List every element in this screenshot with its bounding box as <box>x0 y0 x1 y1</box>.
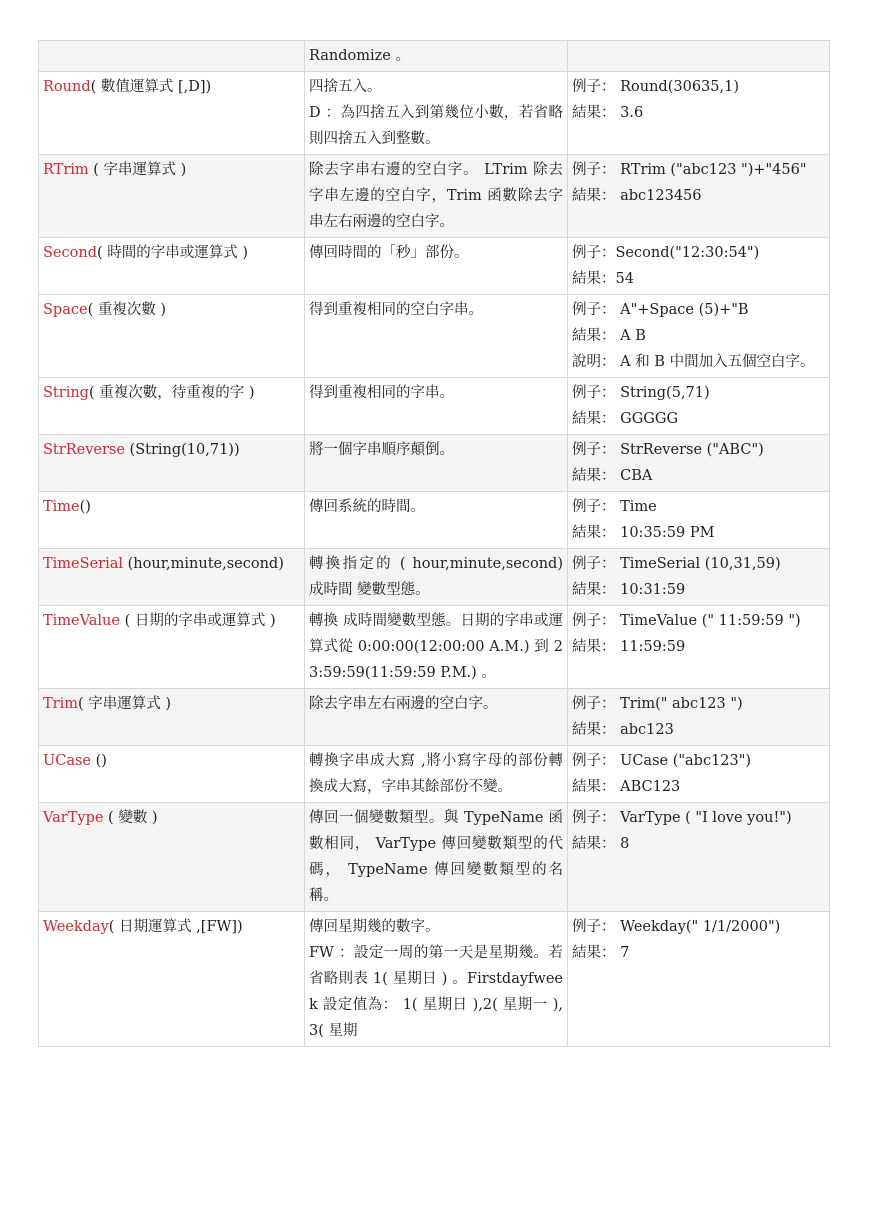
function-arguments: ( 重複次數，待重複的字 ) <box>88 385 255 401</box>
example-cell <box>568 549 830 606</box>
example-cell <box>568 72 830 155</box>
description-line: 除去字串左右兩邊的空白字。 <box>309 696 498 712</box>
function-name: UCase <box>43 753 91 769</box>
example-cell <box>568 295 830 378</box>
description-cell <box>305 238 568 295</box>
example-cell <box>568 378 830 435</box>
function-name: StrReverse <box>43 442 125 458</box>
description-cell <box>305 803 568 912</box>
example-line: 例子： TimeValue (" 11:59:59 ") <box>572 613 801 629</box>
function-arguments: ( 字串運算式 ) <box>88 162 187 178</box>
function-reference-table <box>38 40 830 1047</box>
description-line: 將一個字串順序顛倒。 <box>309 442 454 458</box>
table-row <box>39 803 830 912</box>
description-cell <box>305 378 568 435</box>
table-row <box>39 378 830 435</box>
function-signature-cell <box>39 803 305 912</box>
table-row <box>39 912 830 1047</box>
function-arguments: () <box>79 499 91 515</box>
function-signature-cell <box>39 689 305 746</box>
example-cell <box>568 41 830 72</box>
function-signature-cell <box>39 435 305 492</box>
function-signature-cell <box>39 549 305 606</box>
description-cell <box>305 689 568 746</box>
table-row <box>39 41 830 72</box>
function-arguments: ( 日期的字串或運算式 ) <box>119 613 276 629</box>
function-arguments: (String(10,71)) <box>124 442 240 458</box>
function-name: TimeValue <box>43 613 120 629</box>
function-name: Time <box>43 499 80 515</box>
example-line: 例子： VarType ( "I love you!") <box>572 810 792 826</box>
function-signature-cell <box>39 238 305 295</box>
function-arguments: ( 重複次數 ) <box>87 302 167 318</box>
description-line: 傳回時間的「秒」部份。 <box>309 245 469 261</box>
example-cell <box>568 746 830 803</box>
description-cell <box>305 435 568 492</box>
function-arguments: (hour,minute,second) <box>123 556 284 572</box>
description-cell <box>305 549 568 606</box>
description-line: Randomize 。 <box>309 48 410 64</box>
function-signature-cell <box>39 41 305 72</box>
description-line: 傳回星期幾的數字。 <box>309 919 440 935</box>
function-signature-cell <box>39 72 305 155</box>
example-cell <box>568 689 830 746</box>
function-name: RTrim <box>43 162 89 178</box>
function-name: String <box>43 385 89 401</box>
function-name: Trim <box>43 696 78 712</box>
example-line: 結果： 8 <box>572 836 630 852</box>
example-line: 例子： String(5,71) <box>572 385 710 401</box>
function-signature-cell <box>39 295 305 378</box>
example-line: 結果： 3.6 <box>572 105 644 121</box>
example-line: 結果： 10:35:59 PM <box>572 525 715 541</box>
description-line: FW ：設定一周的第一天是星期幾。若 省略則表 1( 星期日 ) 。Firstdayfweek 設定值為： 1( 星期日 ),2( 星期一 ),3( 星期 <box>309 945 563 1039</box>
function-name: VarType <box>43 810 104 826</box>
example-line: 結果： ABC123 <box>572 779 681 795</box>
table-row <box>39 746 830 803</box>
function-signature-cell <box>39 155 305 238</box>
table-row <box>39 492 830 549</box>
description-line: 四捨五入。 <box>309 79 382 95</box>
function-signature-cell <box>39 912 305 1047</box>
table-row <box>39 238 830 295</box>
example-line: 例子： Weekday(" 1/1/2000") <box>572 919 781 935</box>
example-line: 例子： Round(30635,1) <box>572 79 739 95</box>
description-line: 轉換指定的 ( hour,minute,second) 成時間 變數型態。 <box>309 556 563 598</box>
description-line: 除去字串右邊的空白字。 LTrim 除去字串左邊的空白字，Trim 函數除去字串左右兩邊的空白字。 <box>309 162 563 230</box>
example-line: 例子： StrReverse ("ABC") <box>572 442 764 458</box>
example-line: 例子： RTrim ("abc123 ")+"456" <box>572 162 807 178</box>
example-line: 例子： Trim(" abc123 ") <box>572 696 743 712</box>
function-signature-cell <box>39 746 305 803</box>
example-cell <box>568 803 830 912</box>
example-line: 結果： CBA <box>572 468 653 484</box>
example-line: 例子： UCase ("abc123") <box>572 753 752 769</box>
table-row <box>39 606 830 689</box>
description-cell <box>305 41 568 72</box>
example-line: 結果： 11:59:59 <box>572 639 686 655</box>
function-signature-cell <box>39 606 305 689</box>
function-signature-cell <box>39 492 305 549</box>
function-arguments: ( 字串運算式 ) <box>78 696 172 712</box>
description-cell <box>305 295 568 378</box>
table-row <box>39 72 830 155</box>
example-cell <box>568 435 830 492</box>
table-row <box>39 295 830 378</box>
table-row <box>39 549 830 606</box>
description-line: 得到重複相同的空白字串。 <box>309 302 483 318</box>
example-line: 例子： A"+Space (5)+"B <box>572 302 749 318</box>
example-line: 結果： GGGGG <box>572 411 679 427</box>
description-line: 傳回一個變數類型。與 TypeName 函數相同， VarType 傳回變數類型的代碼， TypeName 傳回變數類型的名稱。 <box>309 810 563 904</box>
example-line: 例子： Time <box>572 499 657 515</box>
description-cell <box>305 155 568 238</box>
example-line: 結果： abc123456 <box>572 188 702 204</box>
description-line: 得到重複相同的字串。 <box>309 385 454 401</box>
table-row <box>39 155 830 238</box>
description-line: D ：為四捨五入到第幾位小數，若省略則四捨五入到整數。 <box>309 105 563 147</box>
table-row <box>39 689 830 746</box>
description-cell <box>305 492 568 549</box>
example-line: 說明： A 和 B 中間加入五個空白字。 <box>572 354 815 370</box>
example-line: 結果： 7 <box>572 945 630 961</box>
function-name: Round <box>43 79 91 95</box>
description-line: 轉換字串成大寫 ,將小寫字母的部份轉換成大寫，字串其餘部份不變。 <box>309 753 563 795</box>
function-name: Second <box>43 245 97 261</box>
example-line: 結果： A B <box>572 328 646 344</box>
example-cell <box>568 606 830 689</box>
function-name: Weekday <box>43 919 109 935</box>
description-line: 轉換 成時間變數型態。日期的字串或運算式從 0:00:00(12:00:00 A.M.) 到 23:59:59(11:59:59 P.M.) 。 <box>309 613 563 681</box>
example-cell <box>568 238 830 295</box>
description-cell <box>305 912 568 1047</box>
example-line: 例子：Second("12:30:54") <box>572 245 760 261</box>
example-line: 結果： 10:31:59 <box>572 582 686 598</box>
description-line: 傳回系統的時間。 <box>309 499 425 515</box>
table-body <box>39 41 830 1047</box>
function-name: TimeSerial <box>43 556 124 572</box>
function-signature-cell <box>39 378 305 435</box>
table-row <box>39 435 830 492</box>
function-name: Space <box>43 302 88 318</box>
example-line: 例子： TimeSerial (10,31,59) <box>572 556 781 572</box>
example-line: 結果：54 <box>572 271 634 287</box>
description-cell <box>305 746 568 803</box>
function-arguments: ( 時間的字串或運算式 ) <box>97 245 249 261</box>
description-cell <box>305 606 568 689</box>
function-arguments: ( 數值運算式 [,D]) <box>90 79 212 95</box>
description-cell <box>305 72 568 155</box>
example-cell <box>568 492 830 549</box>
example-cell <box>568 155 830 238</box>
function-arguments: ( 變數 ) <box>103 810 158 826</box>
example-cell <box>568 912 830 1047</box>
function-arguments: ( 日期運算式 ,[FW]) <box>108 919 243 935</box>
function-arguments: () <box>90 753 107 769</box>
example-line: 結果： abc123 <box>572 722 674 738</box>
